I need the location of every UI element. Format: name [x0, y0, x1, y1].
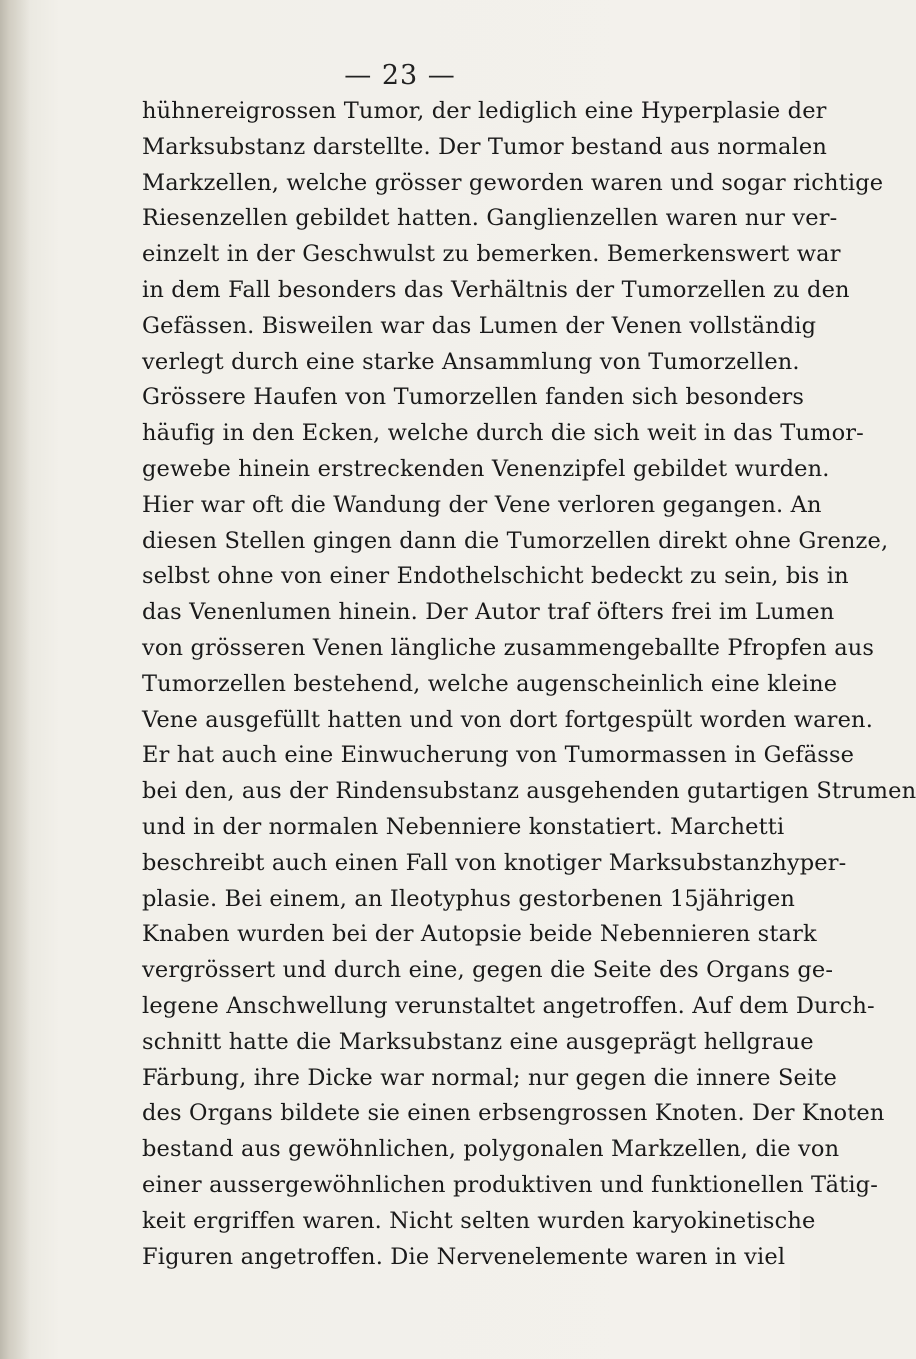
- page-binding-shadow: [0, 0, 30, 1359]
- text-line: hühnereigrossen Tumor, der lediglich eine Hyperplasie der: [142, 98, 827, 124]
- text-line: des Organs bildete sie einen erbsengrossen Knoten. Der Knoten: [142, 1100, 885, 1127]
- text-line: beschreibt auch einen Fall von knotiger Marksubstanzhyper-: [142, 849, 847, 876]
- text-line: bei den, aus der Rindensubstanz ausgehenden gutartigen Strumen: [142, 778, 916, 805]
- text-line: selbst ohne von einer Endothelschicht bedeckt zu sein, bis in: [142, 563, 849, 590]
- text-line: gewebe hinein erstreckenden Venenzipfel gebildet wurden.: [142, 455, 830, 482]
- text-line: Knaben wurden bei der Autopsie beide Nebennieren stark: [142, 921, 817, 948]
- text-line: Gefässen. Bisweilen war das Lumen der Venen vollständig: [142, 312, 817, 339]
- text-line: das Venenlumen hinein. Der Autor traf öfters frei im Lumen: [142, 599, 835, 626]
- text-line: Markzellen, welche grösser geworden waren und sogar richtige: [142, 169, 884, 196]
- text-line: Färbung, ihre Dicke war normal; nur gegen die innere Seite: [142, 1064, 837, 1091]
- text-line: Figuren angetroffen. Die Nervenelemente waren in viel: [142, 1243, 786, 1270]
- text-line: bestand aus gewöhnlichen, polygonalen Markzellen, die von: [142, 1136, 840, 1163]
- text-line: und in der normalen Nebenniere konstatiert. Marchetti: [142, 813, 785, 840]
- text-line: legene Anschwellung verunstaltet angetroffen. Auf dem Durch-: [142, 992, 875, 1019]
- text-line: plasie. Bei einem, an Ileotyphus gestorbenen 15jährigen: [142, 885, 796, 912]
- text-line: einzelt in der Geschwulst zu bemerken. Bemerkenswert war: [142, 241, 841, 268]
- text-line: Marksubstanz darstellte. Der Tumor bestand aus normalen: [142, 133, 828, 160]
- text-line: einer aussergewöhnlichen produktiven und funktionellen Tätig-: [142, 1171, 878, 1198]
- text-line: schnitt hatte die Marksubstanz eine ausgeprägt hellgraue: [142, 1028, 814, 1055]
- text-line: Hier war oft die Wandung der Vene verloren gegangen. An: [142, 491, 822, 518]
- page-number: — 23 —: [344, 60, 456, 91]
- text-line: vergrössert und durch eine, gegen die Seite des Organs ge-: [142, 957, 834, 984]
- text-line: Vene ausgefüllt hatten und von dort fortgespült worden waren.: [142, 706, 873, 733]
- text-line: Tumorzellen bestehend, welche augenscheinlich eine kleine: [142, 670, 838, 697]
- text-line: in dem Fall besonders das Verhältnis der Tumorzellen zu den: [142, 276, 850, 303]
- text-line: von grösseren Venen längliche zusammengeballte Pfropfen aus: [142, 634, 875, 661]
- text-line: Grössere Haufen von Tumorzellen fanden sich besonders: [142, 384, 805, 411]
- text-line: verlegt durch eine starke Ansammlung von Tumorzellen.: [142, 348, 800, 375]
- text-line: keit ergriffen waren. Nicht selten wurden karyokinetische: [142, 1207, 816, 1234]
- text-line: diesen Stellen gingen dann die Tumorzellen direkt ohne Grenze,: [142, 527, 889, 554]
- text-line: Er hat auch eine Einwucherung von Tumormassen in Gefässe: [142, 742, 855, 769]
- text-line: Riesenzellen gebildet hatten. Ganglienzellen waren nur ver-: [142, 205, 838, 232]
- body-text: [142, 94, 916, 1275]
- text-line: häufig in den Ecken, welche durch die sich weit in das Tumor-: [142, 420, 864, 447]
